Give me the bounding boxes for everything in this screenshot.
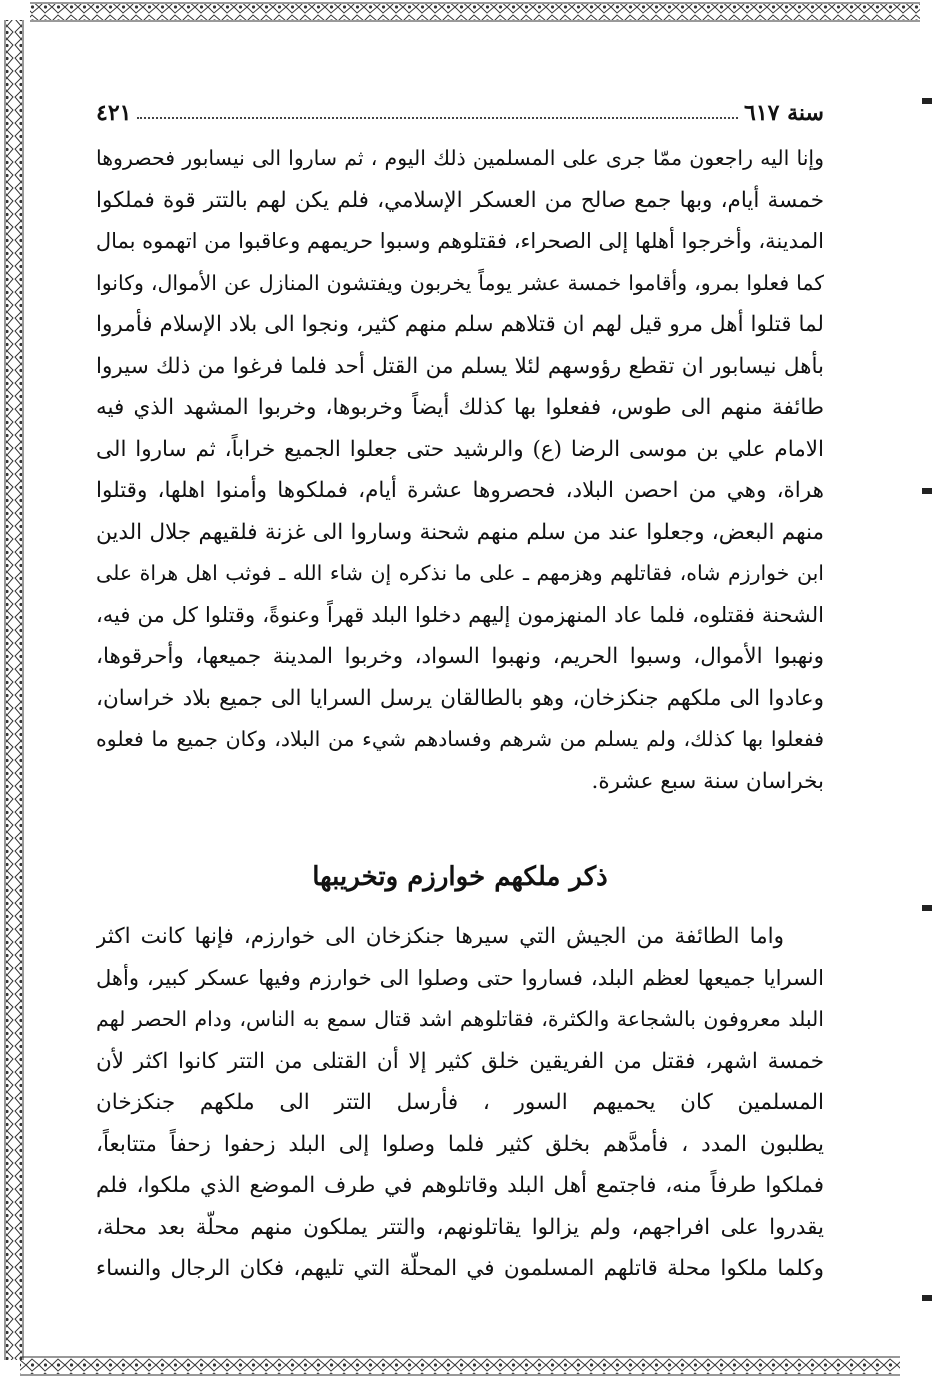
text-line: وإنا اليه راجعون ممّا جرى على المسلمين ذلك اليوم ، ثم ساروا الى نيسابور فحصروها: [96, 146, 824, 170]
text-line: يطلبون المدد ، فأمدَّهم بخلق كثير فلما وصلوا إلى البلد زحفوا زحفاً متتابعاً،: [96, 1131, 824, 1157]
header-year: سنة ٦١٧: [744, 100, 824, 126]
text-line: المسلمين كان يحميهم السور ، فأرسل التتر الى ملكهم جنكزخان: [96, 1090, 824, 1115]
text-line: ففعلوا بها كذلك، ولم يسلم من شرهم وفسادهم شيء من البلاد، وكان جميع ما فعلوه: [96, 727, 824, 751]
text-line: خمسة أيام، وبها جمع صالح من العسكر الإسلامي، فلم يكن لهم بالتتر قوة فملكوا: [96, 187, 824, 213]
running-header: [96, 90, 824, 126]
paragraph-2: [96, 916, 824, 1290]
text-line: طائفة منهم الى طوس، ففعلوا بها كذلك أيضاً وخربوها، وخربوا المشهد الذي فيه: [96, 395, 824, 420]
text-line: السرايا جميعها لعظم البلد، فساروا حتى وصلوا الى خوارزم وفيها عسكر كبير، وأهل: [96, 965, 824, 990]
text-line: لما قتلوا أهل مرو قيل لهم ان قتلاهم سلم منهم كثير، ونجوا الى بلاد الإسلام فأمروا: [96, 312, 824, 337]
text-line: فملكوا طرفاً منه، فاجتمع أهل البلد وقاتلوهم في طرف الموضع الذي ملكوا، فلم: [96, 1173, 824, 1198]
section-heading: ذكر ملكهم خوارزم وتخريبها: [312, 862, 608, 892]
text-line: منهم البعض، وجعلوا عند من سلم منهم شحنة وساروا الى غزنة فلقيهم جلال الدين: [96, 519, 824, 545]
paragraph-1: [96, 138, 824, 802]
text-line: ونهبوا الأموال، وسبوا الحريم، ونهبوا السواد، وخربوا المدينة جميعها، وأحرقوها،: [96, 644, 824, 669]
margin-mark: [922, 1295, 932, 1301]
text-line: المدينة، وأخرجوا أهلها إلى الصحراء، فقتلوهم وسبوا حريمهم وعاقبوا من اتهموه بمال: [96, 229, 824, 253]
text-line: وكلما ملكوا محلة قاتلهم المسلمون في المحلّة التي تليهم، فكان الرجال والنساء: [96, 1256, 824, 1281]
text-line: هراة، وهي من احصن البلاد، فحصروها عشرة أيام، فملكوها وأمنوا اهلها، وقتلوا: [96, 478, 824, 503]
text-line: وعادوا الى ملكهم جنكزخان، وهو بالطالقان يرسل السرايا الى جميع بلاد خراسان،: [96, 685, 824, 711]
margin-mark: [922, 905, 932, 911]
page-number: ٤٢١: [96, 100, 132, 126]
text-line: بأهل نيسابور ان تقطع رؤوسهم لئلا يسلم من القتل أحد فلما فرغوا من ذلك سيروا: [96, 353, 824, 379]
text-line: بخراسان سنة سبع عشرة.: [591, 768, 824, 794]
text-line: يقدروا على افراجهم، ولم يزالوا يقاتلونهم، والتتر يملكون منهم محلّة بعد محلة،: [96, 1214, 824, 1240]
text-line: الشحنة فقتلوه، فلما عاد المنهزمون إليهم دخلوا البلد قهراً وعنوةً، وقتلوا كل من فيه،: [96, 602, 824, 627]
text-line: خمسة اشهر، فقتل من الفريقين خلق كثير إلا أن القتلى من التتر كانوا اكثر لأن: [96, 1048, 824, 1074]
text-line: كما فعلوا بمرو، وأقاموا خمسة عشر يوماً يخربون ويفتشون المنازل عن الأموال، وكانوا: [96, 270, 824, 295]
header-dotted-leader: [137, 117, 738, 119]
text-line: الامام علي بن موسى الرضا (ع) والرشيد حتى جعلوا الجميع خراباً، ثم ساروا الى: [96, 436, 824, 462]
text-line: ابن خوارزم شاه، فقاتلهم وهزمهم ـ على ما نذكره إن شاء الله ـ فوثب اهل هراة على: [96, 561, 824, 585]
margin-mark: [922, 488, 932, 494]
margin-mark: [922, 98, 932, 104]
text-line: واما الطائفة من الجيش التي سيرها جنكزخان الى خوارزم، فإنها كانت اكثر: [96, 924, 784, 949]
text-line: البلد معروفون بالشجاعة والكثرة، فقاتلوهم اشد قتال سمع به الناس، ودام الحصر لهم: [96, 1007, 824, 1031]
